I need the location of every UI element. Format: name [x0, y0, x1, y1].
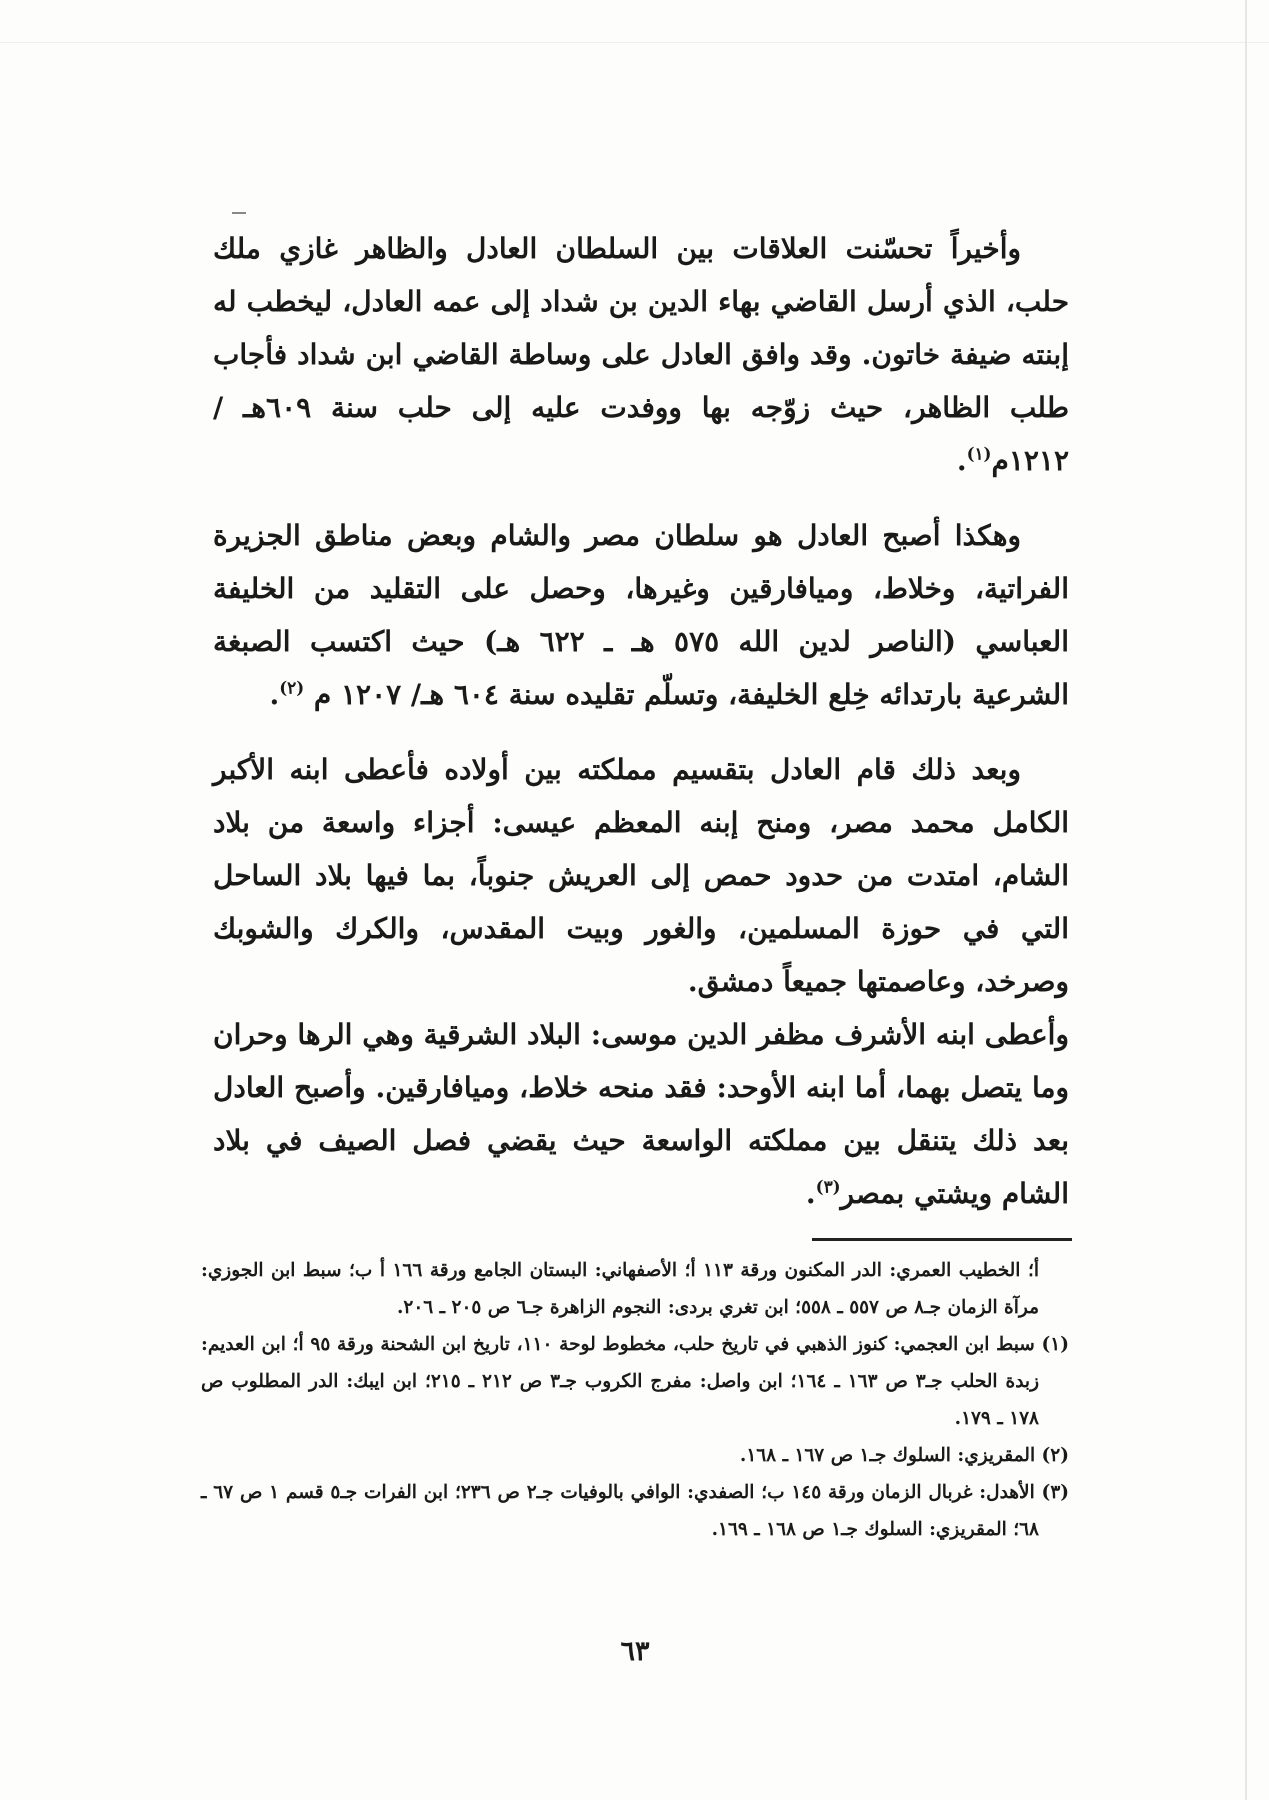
footnote-1: (١) سبط ابن العجمي: كنوز الذهبي في تاريخ حلب، مخطوط لوحة ١١٠، تاريخ ابن الشحنة ورقة ٩٥ أ؛ ابن العديم: زبدة الحلب جـ٣ ص ١٦٣ ـ ١٦٤؛ ابن واصل: مفرج الكروب جـ٣ ص ٢١٢ ـ ٢١٥؛ ابن ايبك: الدر المطلوب ص ١٧٨ ـ ١٧٩. [201, 1334, 1069, 1429]
end-mark: . [956, 444, 967, 477]
footnote-ref-2: (٢) [279, 677, 305, 698]
footnote-ref-3: (٣) [815, 1176, 841, 1197]
end-mark: . [269, 678, 280, 711]
paragraph-4 [213, 1008, 1069, 1220]
paragraph-1 [213, 222, 1069, 487]
paragraph-3-text: وبعد ذلك قام العادل بتقسيم مملكته بين أولاده فأعطى ابنه الأكبر الكامل محمد مصر، ومنح إبنه المعظم عيسى: أجزاء واسعة من بلاد الشام، امتدت من حدود حمص إلى العريش جنوباً، بما فيها بلاد الساحل التي في حوزة المسلمين، والغور وبيت المقدس، والكرك والشوبك وصرخد، وعاصمتها جميعاً دمشق. [213, 753, 1070, 998]
paragraph-3 [213, 743, 1069, 1008]
footnote-ref-1: (١) [966, 443, 992, 464]
scan-right-edge [1245, 0, 1247, 1800]
main-text [213, 222, 1069, 1242]
scan-top-edge [0, 42, 1269, 43]
paragraph-2 [213, 509, 1069, 721]
end-mark: . [805, 1177, 816, 1210]
footnote-3: (٣) الأهدل: غربال الزمان ورقة ١٤٥ ب؛ الصفدي: الوافي بالوفيات جـ٢ ص ٢٣٦؛ ابن الفرات جـ٥ قسم ١ ص ٦٧ ـ ٦٨؛ المقريزي: السلوك جـ١ ص ١٦٨ ـ ١٦٩. [201, 1482, 1070, 1540]
footnote-separator [812, 1238, 1072, 1241]
page-number: ٦٣ [620, 1636, 650, 1667]
footnotes [201, 1252, 1069, 1548]
footnote-continued: أ؛ الخطيب العمري: الدر المكنون ورقة ١١٣ أ؛ الأصفهاني: البستان الجامع ورقة ١٦٦ أ ب؛ سبط ابن الجوزي: مرآة الزمان جـ٨ ص ٥٥٧ ـ ٥٥٨؛ ابن تغري بردى: النجوم الزاهرة جـ٦ ص ٢٠٥ ـ ٢٠٦. [201, 1260, 1039, 1318]
paragraph-1-text: وأخيراً تحسّنت العلاقات بين السلطان العادل والظاهر غازي ملك حلب، الذي أرسل القاضي بهاء الدين بن شداد إلى عمه العادل، ليخطب له إبنته ضيفة خاتون. وقد وافق العادل على وساطة القاضي ابن شداد فأجاب طلب الظاهر، حيث زوّجه بها ووفدت عليه إلى حلب سنة ٦٠٩هـ / ١٢١٢م [213, 232, 1069, 477]
paragraph-2-text: وهكذا أصبح العادل هو سلطان مصر والشام وبعض مناطق الجزيرة الفراتية، وخلاط، وميافارقين وغيرها، وحصل على التقليد من الخليفة العباسي (الناصر لدين الله ٥٧٥ هـ ـ ٦٢٢ هـ) حيث اكتسب الصبغة الشرعية بارتدائه خِلع الخليفة، وتسلّم تقليده سنة ٦٠٤ هـ/ ١٢٠٧ م [213, 519, 1069, 711]
footnote-2: (٢) المقريزي: السلوك جـ١ ص ١٦٧ ـ ١٦٨. [739, 1445, 1069, 1466]
pencil-mark [232, 212, 246, 214]
paragraph-4-text: وأعطى ابنه الأشرف مظفر الدين موسى: البلاد الشرقية وهي الرها وحران وما يتصل بهما، أما ابنه الأوحد: فقد منحه خلاط، وميافارقين. وأصبح العادل بعد ذلك يتنقل بين مملكته الواسعة حيث يقضي فصل الصيف في بلاد الشام ويشتي بمصر [213, 1018, 1069, 1210]
